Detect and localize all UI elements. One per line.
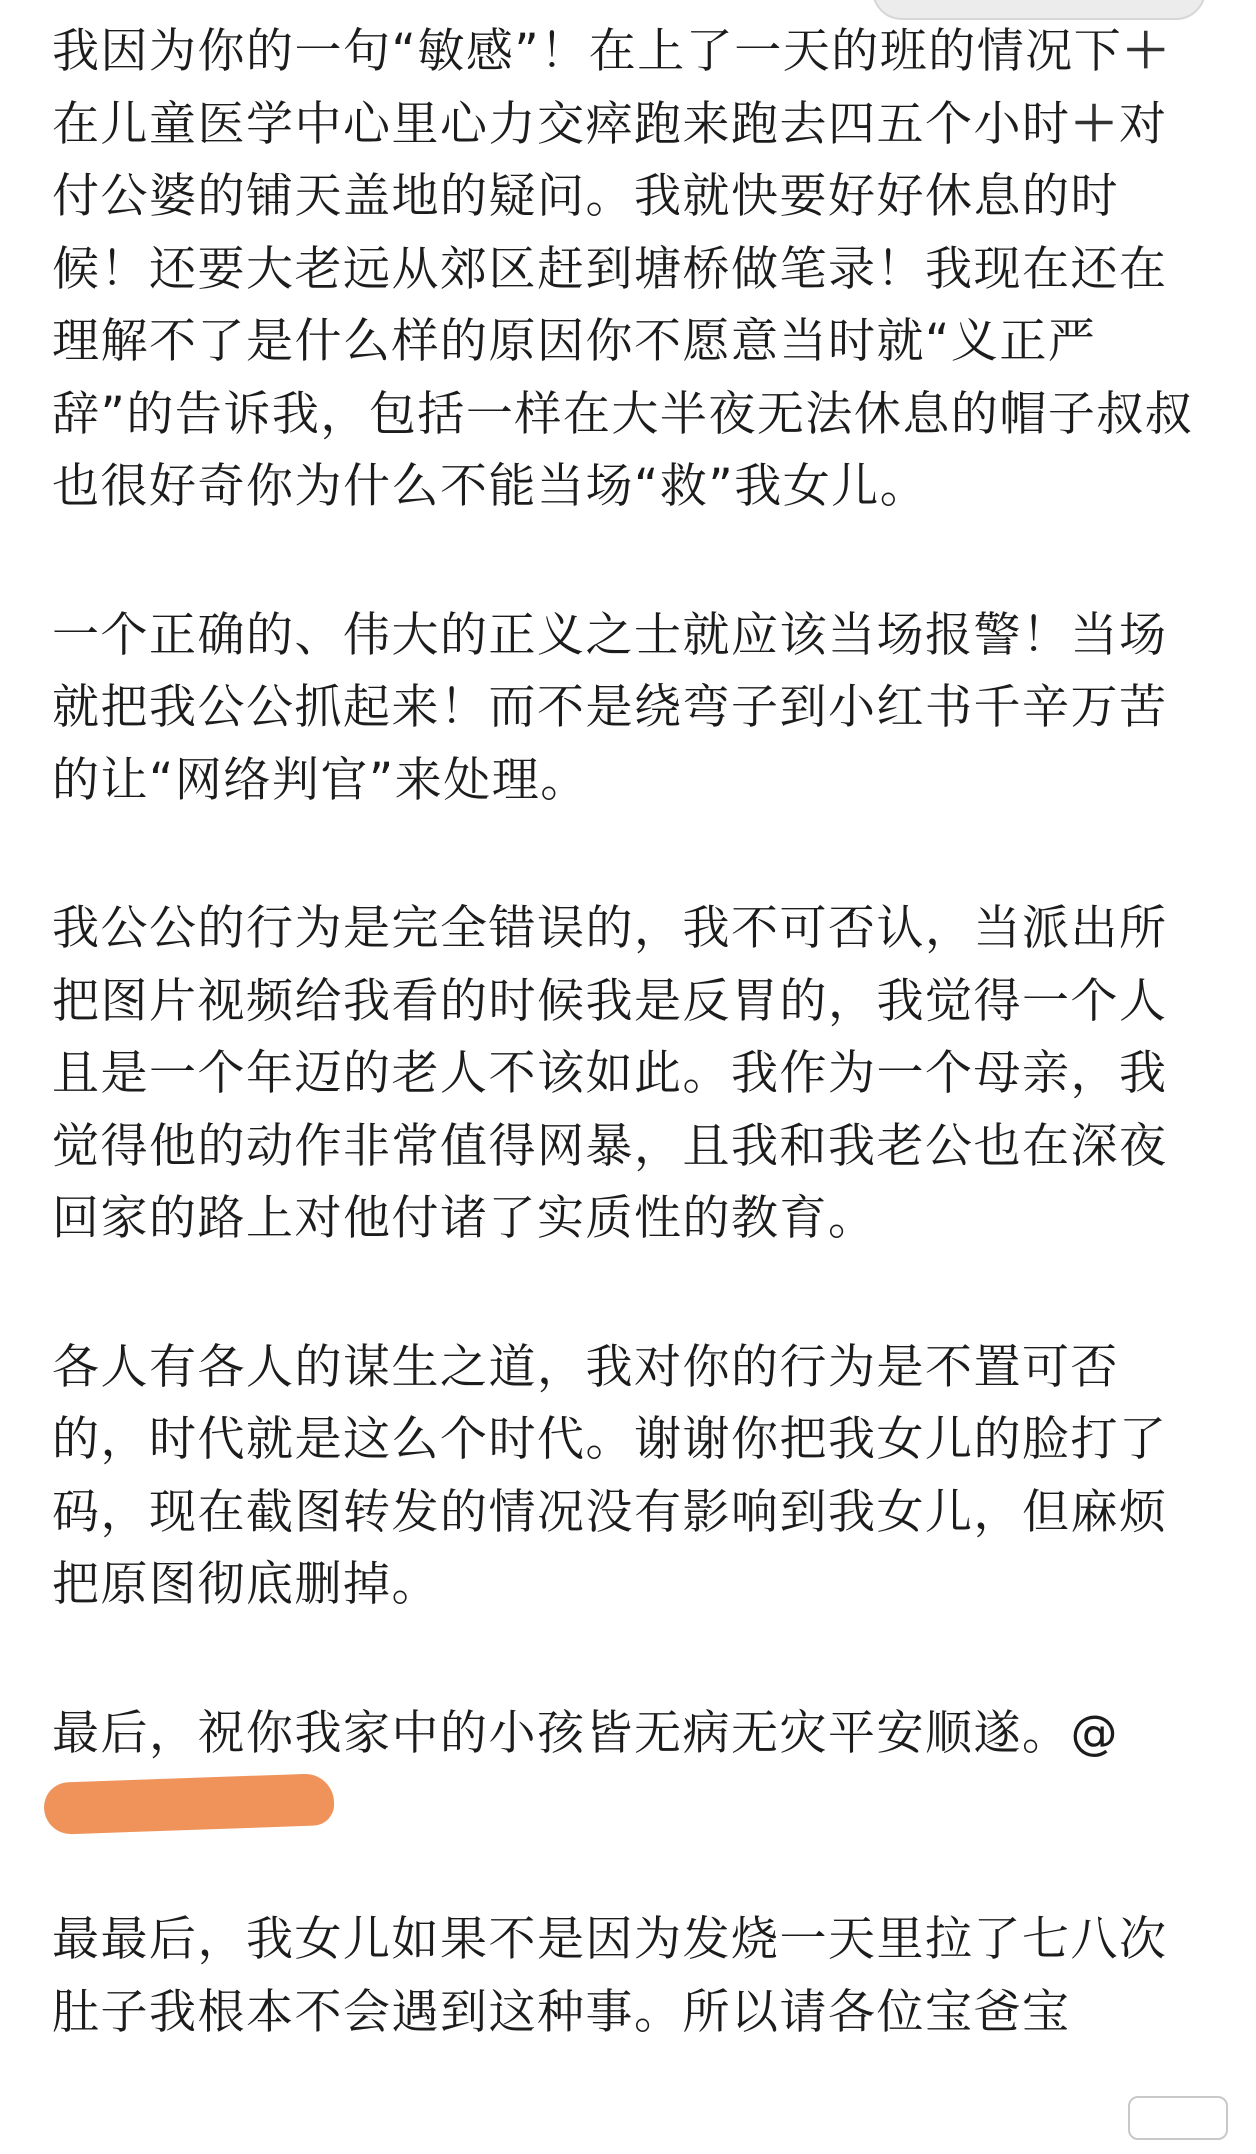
watermark-icon xyxy=(1128,2096,1228,2140)
paragraph-4: 各人有各人的谋生之道，我对你的行为是不置可否的，时代就是这么个时代。谢谢你把我女儿的脸打了码，现在截图转发的情况没有影响到我女儿，但麻烦把原图彻底删掉。 xyxy=(52,1339,1168,1612)
paragraph-1: 我因为你的一句“敏感”！在上了一天的班的情况下＋在儿童医学中心里心力交瘁跑来跑去四五个小时＋对付公婆的铺天盖地的疑问。我就快要好好休息的时候！还要大老远从郊区赶到塘桥做笔录！我现在还在理解不了是什么样的原因你不愿意当时就“义正严辞”的告诉我，包括一样在大半夜无法休息的帽子叔叔也很好奇你为什么不能当场“救”我女儿。 xyxy=(52,24,1194,514)
plus-icon: ＋ xyxy=(1070,96,1119,152)
plus-icon: ＋ xyxy=(1122,24,1171,79)
redacted-username xyxy=(52,1770,1212,1828)
post-body xyxy=(52,16,1212,2125)
redaction-mark xyxy=(43,1773,335,1835)
paragraph-2: 一个正确的、伟大的正义之士就应该当场报警！当场就把我公公抓起来！而不是绕弯子到小红书千辛万苦的让“网络判官”来处理。 xyxy=(52,607,1168,808)
paragraph-5: 最后，祝你我家中的小孩皆无病无灾平安顺遂。@ xyxy=(52,1705,1119,1761)
paragraph-6: 最最后，我女儿如果不是因为发烧一天里拉了七八次肚子我根本不会遇到这种事。所以请各位宝爸宝 xyxy=(52,1912,1168,2040)
paragraph-3: 我公公的行为是完全错误的，我不可否认，当派出所把图片视频给我看的时候我是反胃的，我觉得一个人且是一个年迈的老人不该如此。我作为一个母亲，我觉得他的动作非常值得网暴，且我和我老公也在深夜回家的路上对他付诸了实质性的教育。 xyxy=(52,901,1168,1246)
